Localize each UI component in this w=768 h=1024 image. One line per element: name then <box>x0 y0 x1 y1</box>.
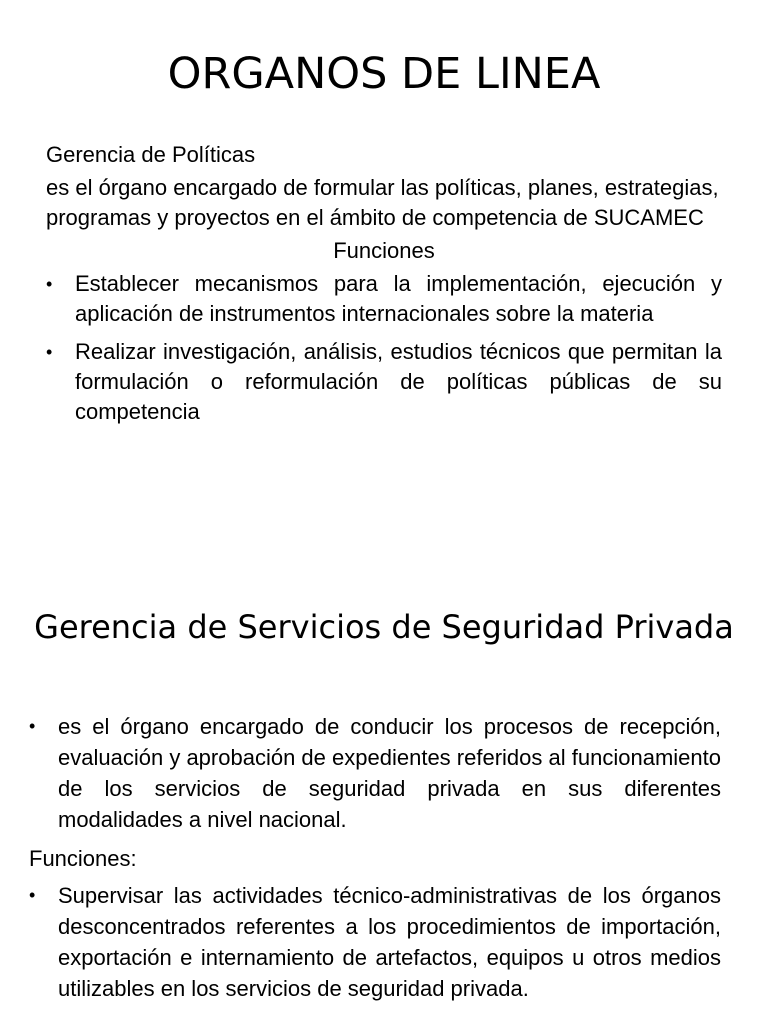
intro-list <box>29 711 721 835</box>
list-item-text: Establecer mecanismos para la implementación, ejecución y aplicación de instrumentos internacionales sobre la materia <box>75 271 722 326</box>
slide-title: ORGANOS DE LINEA <box>167 49 601 99</box>
functions-label: Funciones <box>333 238 435 263</box>
bullet-icon: • <box>29 716 36 736</box>
list-item <box>46 337 722 427</box>
functions-list <box>46 269 722 427</box>
list-item-text: Realizar investigación, análisis, estudios técnicos que permitan la formulación o reformulación de políticas públicas de su competencia <box>75 339 722 424</box>
list-item <box>29 880 721 1004</box>
functions-label: Funciones: <box>29 846 137 871</box>
functions-list <box>29 880 721 1004</box>
slide-body <box>46 140 722 435</box>
list-item <box>29 711 721 835</box>
section-description: es el órgano encargado de formular las políticas, planes, estrategias, programas y proyectos en el ámbito de competencia de SUCAMEC <box>46 175 719 230</box>
list-item <box>46 269 722 329</box>
bullet-icon: • <box>29 885 36 905</box>
bullet-icon: • <box>46 342 53 362</box>
slide-title: Gerencia de Servicios de Seguridad Privada <box>34 608 734 646</box>
list-item-text: es el órgano encargado de conducir los procesos de recepción, evaluación y aprobación de expedientes referidos al funcionamiento de los servicios de seguridad privada en sus diferentes modalidades a nivel nacional. <box>58 714 721 832</box>
bullet-icon: • <box>46 274 53 294</box>
section-subheading: Gerencia de Políticas <box>46 142 256 167</box>
slide-body <box>29 711 721 1012</box>
slide-gerencia-seguridad-privada <box>0 540 768 1024</box>
list-item-text: Supervisar las actividades técnico-administrativas de los órganos desconcentrados referentes a los procedimientos de importación, exportación e internamiento de artefactos, equipos u otros medios utilizables en los servicios de seguridad privada. <box>58 883 721 1001</box>
